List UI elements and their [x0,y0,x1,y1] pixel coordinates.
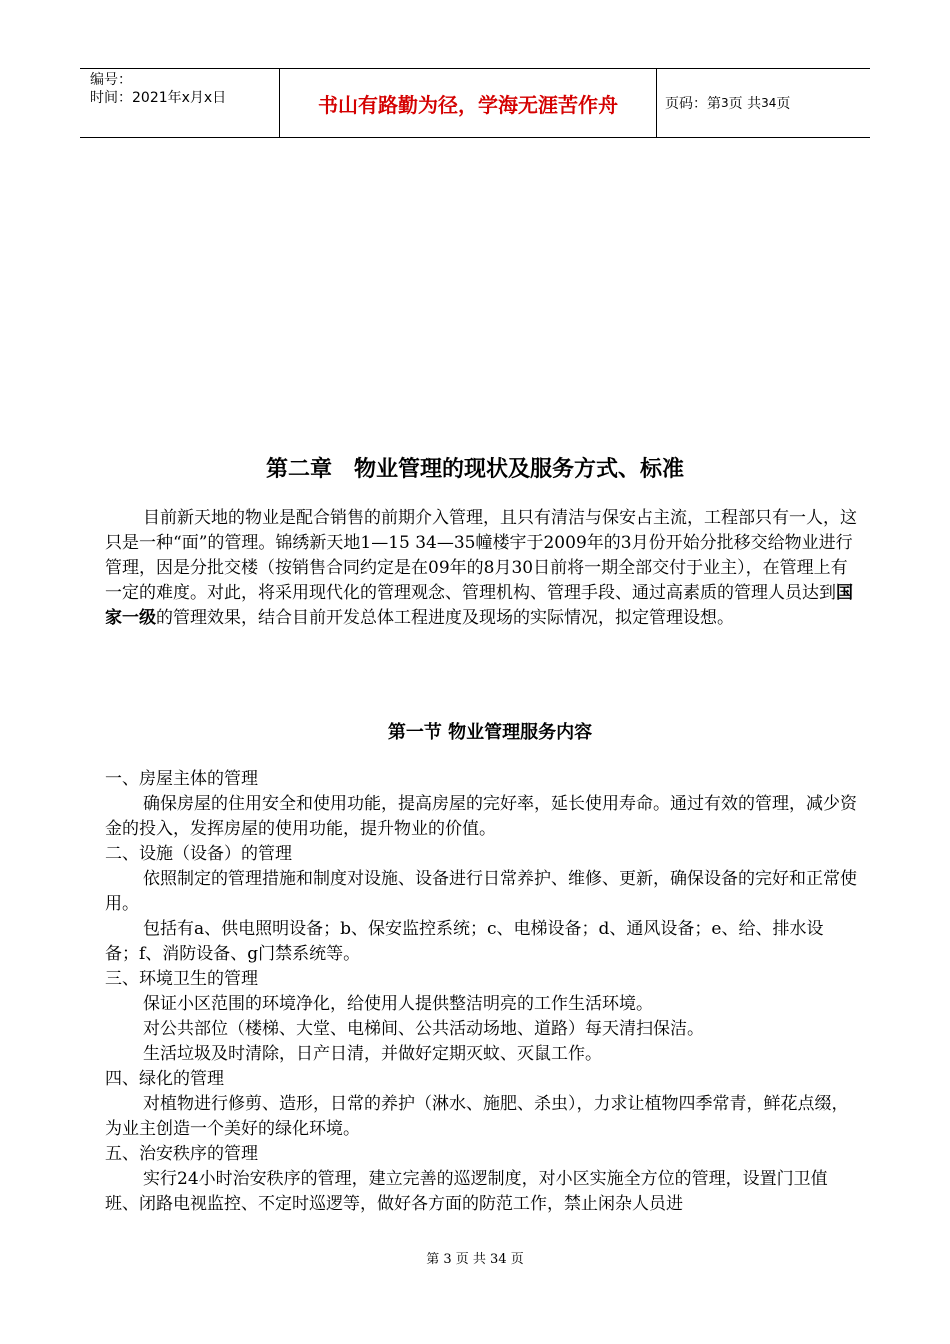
intro-text-after: 的管理效果，结合目前开发总体工程进度及现场的实际情况，拟定管理设想。 [156,608,734,628]
item-heading-5: 五、治安秩序的管理 [105,1144,258,1164]
item-heading-3: 三、环境卫生的管理 [105,969,258,989]
item-paragraph-1: 确保房屋的住用安全和使用功能，提高房屋的完好率，延长使用寿命。通过有效的管理，减少资金的投入，发挥房屋的使用功能，提升物业的价值。 [105,794,857,839]
page-suffix: 页 [776,96,791,112]
page-total: 34 [761,96,777,110]
item-paragraph-3a: 保证小区范围的环境净化，给使用人提供整洁明亮的工作生活环境。 [143,994,653,1014]
item-paragraph-4: 对植物进行修剪、造形，日常的养护（淋水、施肥、杀虫），力求让植物四季常青，鲜花点缀，为业主创造一个美好的绿化环境。 [105,1094,849,1139]
item-paragraph-2a: 依照制定的管理措施和制度对设施、设备进行日常养护、维修、更新，确保设备的完好和正常使用。 [105,869,857,914]
item-heading-4: 四、绿化的管理 [105,1069,224,1089]
item-heading-2: 二、设施（设备）的管理 [105,844,292,864]
item-paragraph-3b: 对公共部位（楼梯、大堂、电梯间、公共活动场地、道路）每天清扫保洁。 [143,1019,704,1039]
item-heading-1: 一、房屋主体的管理 [105,769,258,789]
intro-paragraph [105,506,857,631]
header-page-info [657,69,870,137]
item-paragraph-3c: 生活垃圾及时清除，日产日清，并做好定期灭蚊、灭鼠工作。 [143,1044,602,1064]
page-prefix: 页码：第 [665,96,721,112]
intro-bold-text: 国家一级 [105,583,853,628]
page-footer: 第 3 页 共 34 页 [426,1252,524,1267]
header-number: 编号： [90,72,132,88]
intro-text-before: 目前新天地的物业是配合销售的前期介入管理，且只有清洁与保安占主流，工程部只有一人，这只是一种“面”的管理。锦绣新天地1—15 34—35幢楼宇于2009年的3月份开始分批移交给物业进行管理，因是分批交楼（按销售合同约定是在09年的8月30日前将一期全部交付于业主），在管理上有一定的难度。对此，将采用现代化的管理观念、管理机构、管理手段、通过高素质的管理人员达到 [105,508,857,603]
page-current: 3 [721,96,729,110]
section-title: 第一节 物业管理服务内容 [387,722,593,743]
item-paragraph-5: 实行24小时治安秩序的管理，建立完善的巡逻制度，对小区实施全方位的管理，设置门卫值班、闭路电视监控、不定时巡逻等，做好各方面的防范工作，禁止闲杂人员进 [105,1169,828,1214]
header-time: 时间：2021年x月x日 [90,90,227,106]
chapter-title: 第二章 物业管理的现状及服务方式、标准 [265,457,684,482]
item-paragraph-2b: 包括有a、供电照明设备；b、保安监控系统；c、电梯设备；d、通风设备；e、给、排水设备；f、消防设备、g门禁系统等。 [105,919,824,964]
page-mid: 页 共 [728,96,762,112]
header-info [80,69,280,137]
header-motto: 书山有路勤为径，学海无涯苦作舟 [280,69,657,137]
page-header [80,68,870,138]
